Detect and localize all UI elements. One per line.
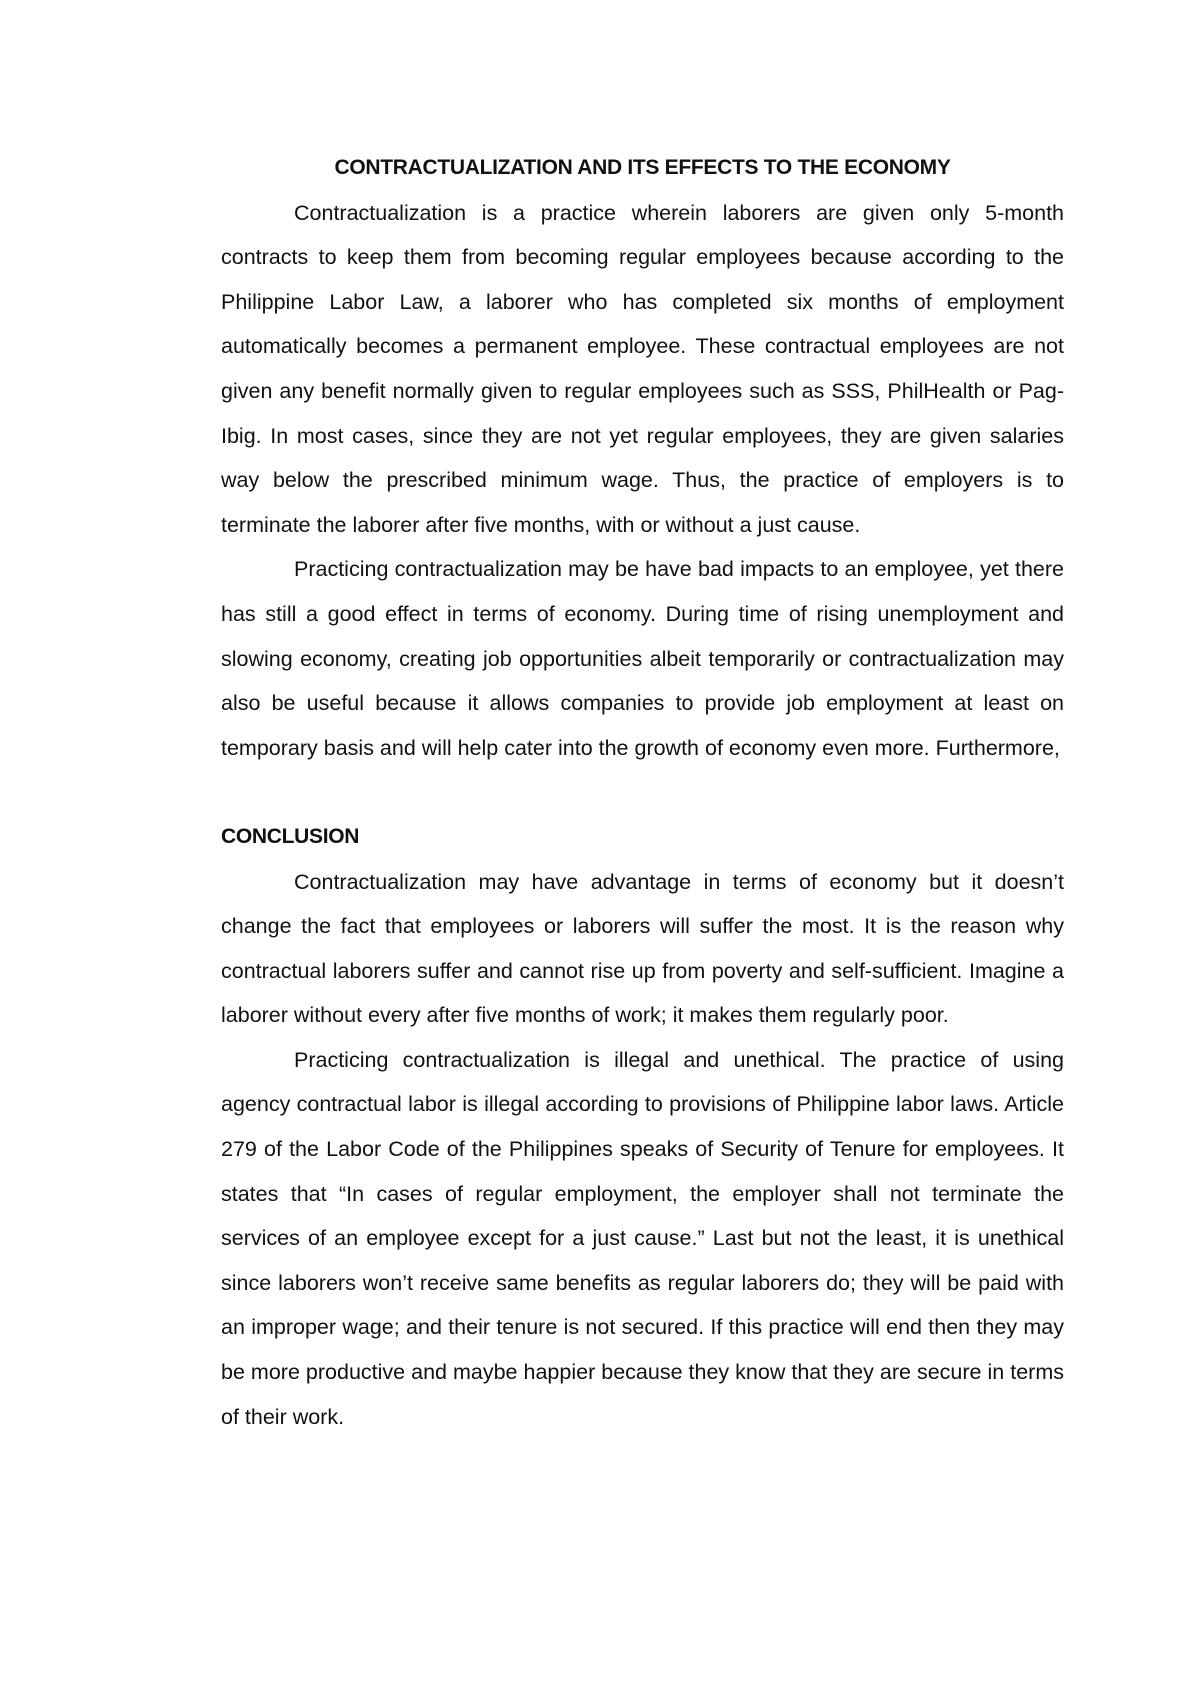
conclusion-paragraph-2: Practicing contractualization is illegal and unethical. The practice of using agency contractual labor is illegal according to provisions of Philippine labor laws. Article 279 of the Labor Code of the Philippines speaks of Security of Tenure for employees. It states that “In cases of regular employment, the employer shall not terminate the services of an employee except for a just cause.” Last but not the least, it is unethical since laborers won’t receive same benefits as regular laborers do; they will be paid with an improper wage; and their tenure is not secured. If this practice will end then they may be more productive and maybe happier because they know that they are secure in terms of their work. (221, 1047, 1064, 1429)
document-body (221, 146, 1064, 1439)
document-title: CONTRACTUALIZATION AND ITS EFFECTS TO THE ECONOMY (334, 156, 951, 179)
conclusion-paragraph-1: Contractualization may have advantage in terms of economy but it doesn’t change the fact that employees or laborers will suffer the most. It is the reason why contractual laborers suffer and cannot rise up from poverty and self-sufficient. Imagine a laborer without every after five months of work; it makes them regularly poor. (221, 869, 1064, 1028)
section-spacer (221, 770, 1064, 815)
body-paragraph-1: Contractualization is a practice wherein laborers are given only 5-month contracts to keep them from becoming regular employees because according to the Philippine Labor Law, a laborer who has completed six months of employment automatically becomes a permanent employee. These contractual employees are not given any benefit normally given to regular employees such as SSS, PhilHealth or Pag-Ibig. In most cases, since they are not yet regular employees, they are given salaries way below the prescribed minimum wage. Thus, the practice of employers is to terminate the laborer after five months, with or without a just cause. (221, 200, 1064, 537)
conclusion-heading: CONCLUSION (221, 824, 360, 848)
body-paragraph-2: Practicing contractualization may be have bad impacts to an employee, yet there has still a good effect in terms of economy. During time of rising unemployment and slowing economy, creating job opportunities albeit temporarily or contractualization may also be useful because it allows companies to provide job employment at least on temporary basis and will help cater into the growth of economy even more. Furthermore, (221, 557, 1064, 760)
